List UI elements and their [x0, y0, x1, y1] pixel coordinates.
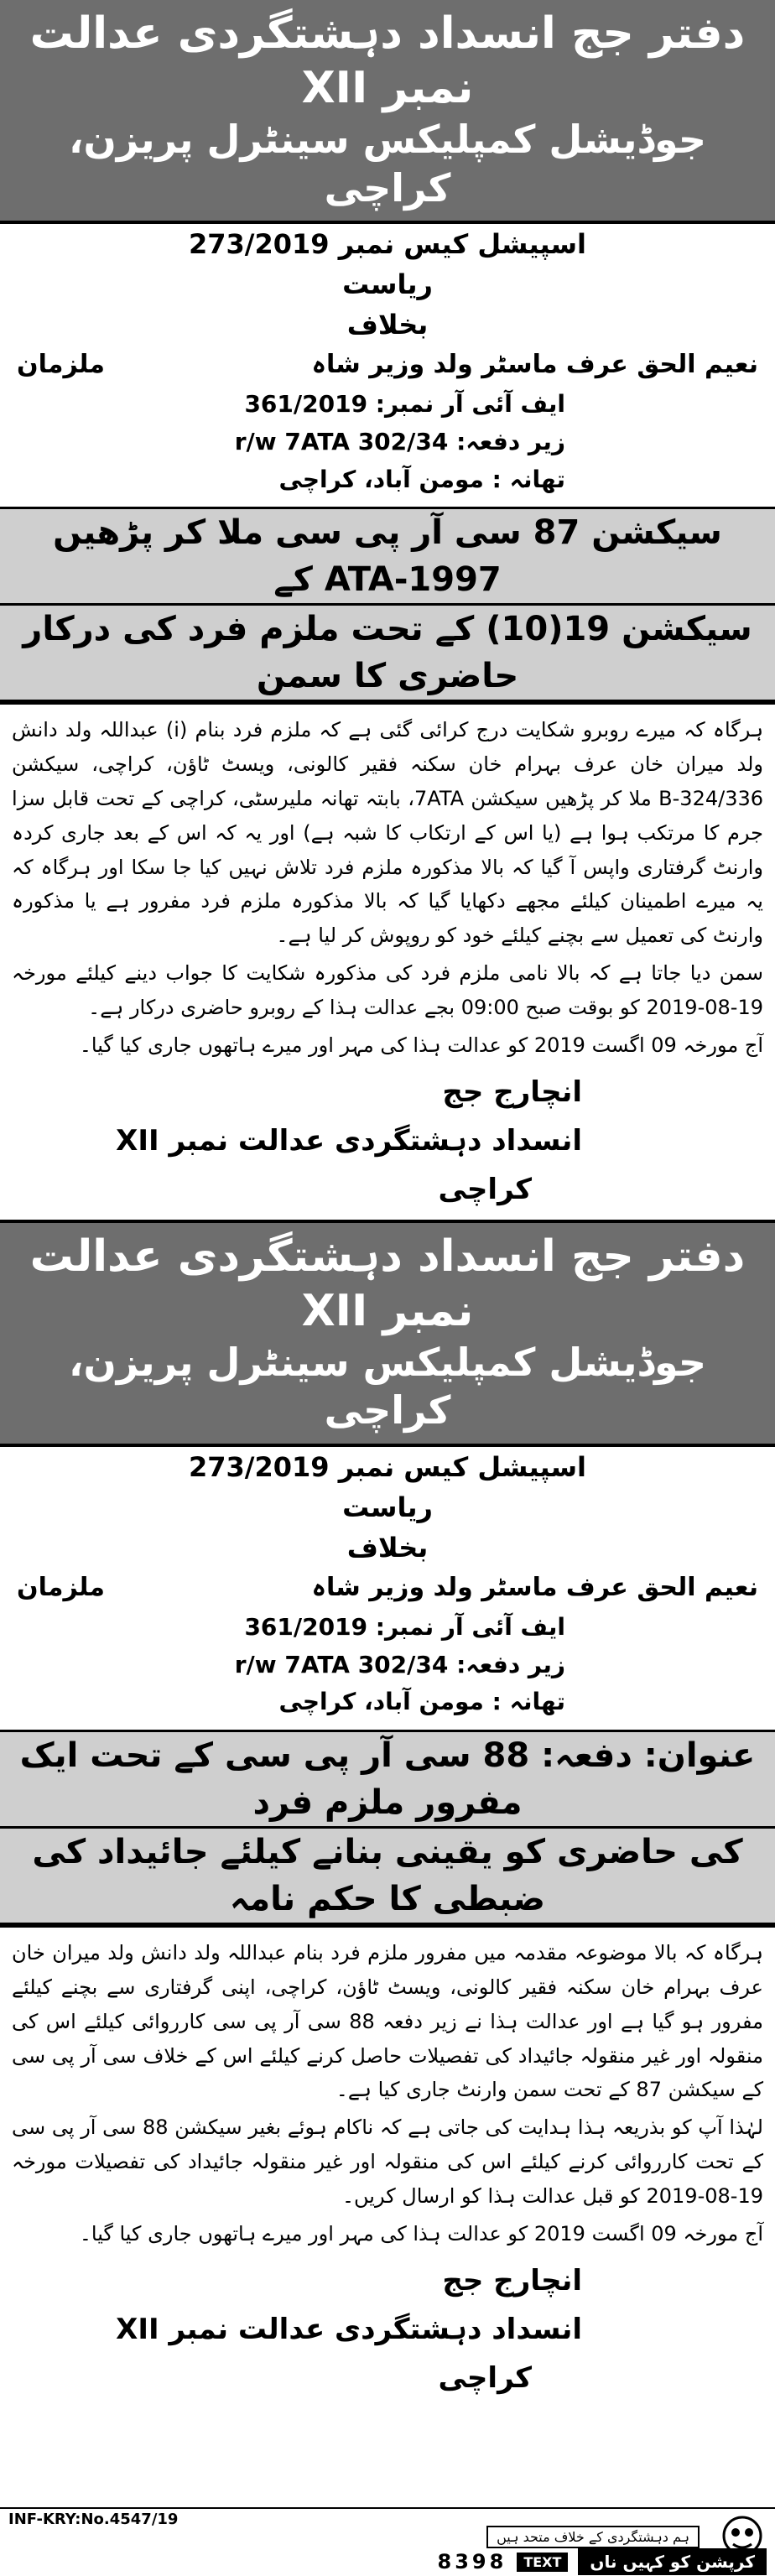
court-header — [0, 0, 775, 224]
notice-title-line2: کی حاضری کو یقینی بنانے کیلئے جائیداد کی ضبطی کا حکم نامہ — [32, 1833, 743, 1919]
anti-terror-slogan: ہم دہشتگردی کے خلاف متحد ہیں — [486, 2526, 700, 2548]
notice-title — [0, 507, 775, 702]
body-paragraph: ہرگاہ کہ بالا موضوعہ مقدمہ میں مفرور ملزم فرد بنام عبداللہ ولد دانش ولد میران خان عرف بہرام خان سکنہ فقیر کالونی، ویسٹ ٹاؤن، کراچی، اپنی گرفتاری سے بچنے کیلئے مفرور ہو گیا ہے اور عدالت ہذا نے زیر دفعہ 88 سی آر پی سی کارروائی کیلئے اس کی منقولہ اور غیر منقولہ جائیداد کی تفصیلات حاصل کرنے کیلئے اس کے خلاف سی آر پی سی کے سیکشن 87 کے تحت سمن وارنٹ جاری کیا ہے۔ — [12, 1941, 764, 2102]
accused-name: نعیم الحق عرف ماسٹر ولد وزیر شاہ — [311, 350, 758, 379]
accused-row — [0, 345, 775, 386]
court-title: دفتر جج انسداد دہشتگردی عدالت نمبر XII — [29, 8, 746, 113]
case-number: اسپیشل کیس نمبر 273/2019 — [189, 228, 586, 260]
judge-title: انچارج جج — [442, 2264, 582, 2298]
versus-label: بخلاف — [346, 1531, 429, 1564]
reference-number: INF-KRY:No.4547/19 — [8, 2511, 179, 2528]
accused-label: ملزمان — [17, 1572, 105, 1602]
accused-label: ملزمان — [17, 350, 105, 379]
fir-number: ایف آئی آر نمبر: 361/2019 — [244, 390, 565, 418]
notice-body — [0, 1925, 775, 2257]
body-paragraph: سمن دیا جاتا ہے کہ بالا نامی ملزم فرد کی مذکورہ شکایت کا جواب دینے کیلئے مورخہ 19-08-2019 کو بوقت صبح 09:00 بجے عدالت ہذا کے روبرو حاضری درکار ہے۔ — [12, 960, 763, 1019]
court-name: انسداد دہشتگردی عدالت نمبر XII — [116, 1124, 582, 1158]
court-address: جوڈیشل کمپلیکس سینٹرل پریزن، کراچی — [69, 1339, 706, 1434]
body-paragraph: ہرگاہ کہ میرے روبرو شکایت درج کرائی گئی ہے کہ ملزم فرد بنام (i) عبداللہ ولد دانش ولد میران خان عرف بہرام خان سکنہ فقیر کالونی، ویسٹ ٹاؤن، کراچی، سیکشن 324/336-B ملا کر پڑھیں سیکشن 7ATA، بابتہ تھانہ ملیرسٹی، کراچی کے تحت قابل سزا جرم کا مرتکب ہوا ہے (یا اس کے ارتکاب کا شبہ ہے) اور یہ کہ اس کے بعد جاری کردہ وارنٹ گرفتاری واپس آ گیا کہ بالا مذکورہ ملزم فرد تلاش نہیں کیا جا سکا اور ہرگاہ کہ یہ میرے اطمینان کیلئے مجھے دکھایا گیا کہ بالا مذکورہ ملزم فرد مفرور ہے یا مذکورہ وارنٹ کی تعمیل سے بچنے کیلئے خود کو روپوش کر لیا ہے۔ — [12, 718, 764, 948]
case-details — [0, 224, 775, 507]
body-paragraph: لہٰذا آپ کو بذریعہ ہذا ہدایت کی جاتی ہے کہ ناکام ہوئے بغیر سیکشن 88 سی آر پی سی کے تحت کارروائی کرنے کیلئے اس کی منقولہ اور غیر منقولہ جائیداد کی تفصیلات مورخہ 19-08-2019 کو قبل عدالت ہذا کو ارسال کریں۔ — [12, 2115, 763, 2208]
anti-corruption-strip — [0, 2547, 775, 2576]
signature-block — [0, 1069, 775, 1214]
city-name: کراچی — [438, 1172, 532, 1206]
police-station: تھانہ : مومن آباد، کراچی — [278, 465, 565, 493]
notice-title-line1: سیکشن 87 سی آر پی سی ملا کر پڑھیں ATA-1997 کے — [0, 509, 775, 606]
body-paragraph: آج مورخہ 09 اگست 2019 کو عدالت ہذا کی مہر اور میرے ہاتھوں جاری کیا گیا۔ — [79, 1033, 763, 1057]
notice-summons — [0, 0, 775, 1215]
section-info: زیر دفعہ: 302/34 r/w 7ATA — [234, 427, 565, 455]
notice-title — [0, 1730, 775, 1925]
anti-corruption-slogan: کرپشن کو کہیں ناں — [578, 2548, 767, 2575]
case-number: اسپیشل کیس نمبر 273/2019 — [189, 1450, 586, 1483]
court-header — [0, 1220, 775, 1447]
police-station: تھانہ : مومن آباد، کراچی — [278, 1688, 565, 1716]
section-info: زیر دفعہ: 302/34 r/w 7ATA — [234, 1650, 565, 1678]
accused-name: نعیم الحق عرف ماسٹر ولد وزیر شاہ — [311, 1572, 758, 1602]
versus-label: بخلاف — [346, 309, 429, 341]
notice-title-line1: عنوان: دفعہ: 88 سی آر پی سی کے تحت ایک مفرور ملزم فرد — [0, 1732, 775, 1829]
judge-title: انچارج جج — [442, 1075, 582, 1110]
court-address: جوڈیشل کمپلیکس سینٹرل پریزن، کراچی — [69, 117, 706, 211]
sms-number: 8398 — [437, 2550, 507, 2573]
notice-body — [0, 702, 775, 1069]
notice-property-attachment — [0, 1220, 775, 2403]
court-name: انسداد دہشتگردی عدالت نمبر XII — [116, 2313, 582, 2347]
accused-row — [0, 1568, 775, 1609]
case-details — [0, 1447, 775, 1730]
signature-block — [0, 2257, 775, 2402]
state-label: ریاست — [342, 1491, 433, 1523]
body-paragraph: آج مورخہ 09 اگست 2019 کو عدالت ہذا کی مہر اور میرے ہاتھوں جاری کیا گیا۔ — [79, 2221, 763, 2246]
notice-title-line2: سیکشن 19(10) کے تحت ملزم فرد کی درکار حاضری کا سمن — [23, 610, 752, 696]
city-name: کراچی — [438, 2360, 532, 2395]
fir-number: ایف آئی آر نمبر: 361/2019 — [244, 1612, 565, 1641]
sms-label: TEXT — [517, 2553, 568, 2572]
notice-footer — [0, 2507, 775, 2576]
court-title: دفتر جج انسداد دہشتگردی عدالت نمبر XII — [29, 1231, 746, 1336]
state-label: ریاست — [342, 268, 433, 300]
